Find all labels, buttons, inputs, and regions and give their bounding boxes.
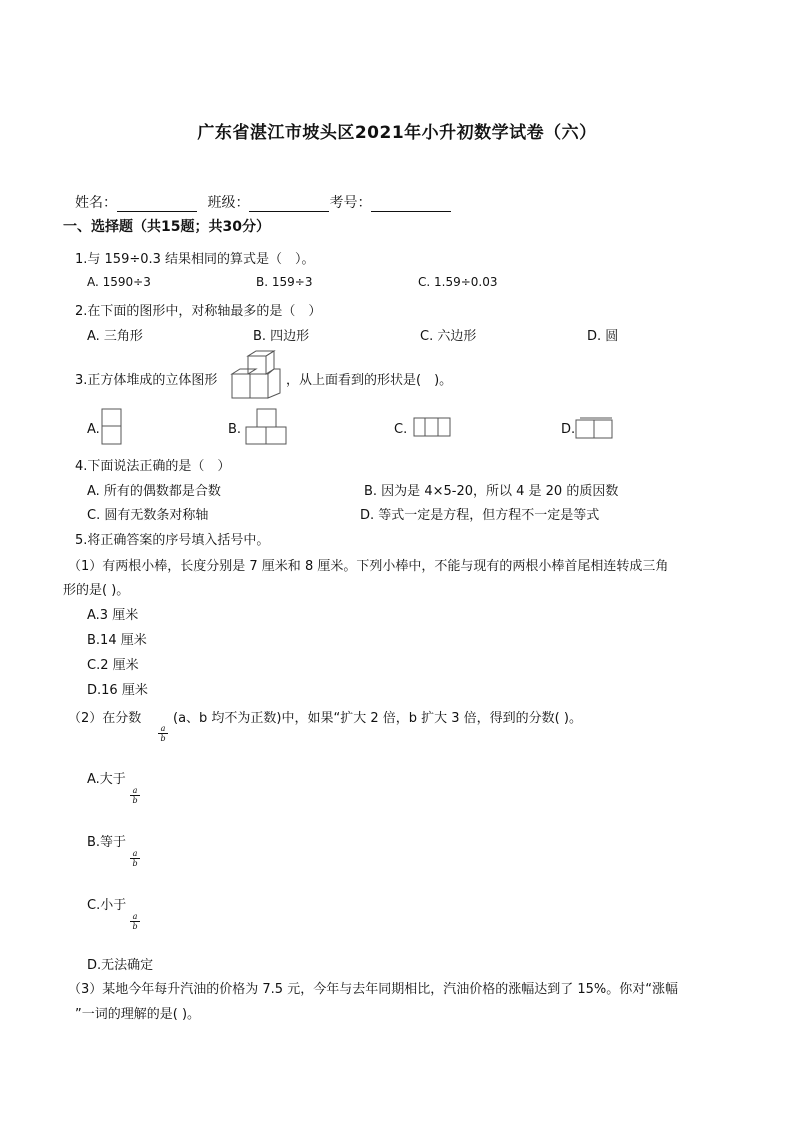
fraction-a-over-b: $\frac{a}{b}$: [130, 786, 140, 805]
q5-part2-option-d[interactable]: D.无法确定: [87, 958, 154, 973]
q5-part3-line2: ”一词的理解的是( )。: [75, 1007, 201, 1022]
q5-part2-option-b[interactable]: B.等于: [87, 835, 127, 850]
q5-part1-option-c[interactable]: C.2 厘米: [87, 658, 139, 673]
q5-part1-option-d[interactable]: D.16 厘米: [87, 683, 148, 698]
q5-stem: 5.将正确答案的序号填入括号中。: [75, 533, 270, 548]
q4-option-b[interactable]: B. 因为是 4×5-20，所以 4 是 20 的质因数: [364, 484, 619, 499]
student-info-line: [75, 192, 451, 212]
name-label: 姓名：: [75, 195, 117, 211]
option-d-figure: [574, 416, 616, 440]
q3-option-a[interactable]: A.: [87, 422, 100, 437]
q2-option-a[interactable]: A. 三角形: [87, 329, 143, 344]
option-b-figure: [244, 408, 288, 446]
q5-part2-option-a[interactable]: A.大于: [87, 772, 126, 787]
q1-option-c[interactable]: C. 1.59÷0.03: [418, 275, 498, 289]
q5-part2-option-c[interactable]: C.小于: [87, 898, 127, 913]
option-c-figure: [412, 416, 454, 438]
q5-part1-line2: 形的是( )。: [63, 583, 130, 598]
q1-stem: 1.与 159÷0.3 结果相同的算式是（ ）。: [75, 252, 315, 267]
q5-part2-post: (a、b 均不为正数)中，如果“扩大 2 倍，b 扩大 3 倍，得到的分数( )。: [173, 711, 582, 726]
q3-stem-post: ，从上面看到的形状是( )。: [286, 373, 453, 388]
q4-stem: 4.下面说法正确的是（ ）: [75, 459, 231, 474]
q4-option-d[interactable]: D. 等式一定是方程，但方程不一定是等式: [360, 508, 600, 523]
section-heading: 一、选择题（共15题；共30分）: [63, 219, 270, 235]
class-blank[interactable]: [249, 197, 329, 212]
q2-option-d[interactable]: D. 圆: [587, 329, 619, 344]
q3-option-c[interactable]: C.: [394, 422, 408, 437]
q3-option-d[interactable]: D.: [561, 422, 576, 437]
q4-option-a[interactable]: A. 所有的偶数都是合数: [87, 484, 221, 499]
fraction-a-over-b: $\frac{a}{b}$: [158, 724, 168, 743]
q5-part3-line1: （3）某地今年每升汽油的价格为 7.5 元，今年与去年同期相比，汽油价格的涨幅达到了 15%。你对“涨幅: [68, 982, 678, 997]
exam-number-label: 考号：: [329, 195, 372, 211]
name-blank[interactable]: [117, 197, 197, 212]
q3-stem-pre: 3.正方体堆成的立体图形: [75, 373, 218, 388]
q4-option-c[interactable]: C. 圆有无数条对称轴: [87, 508, 209, 523]
fraction-a-over-b: $\frac{a}{b}$: [130, 849, 140, 868]
q5-part1-option-a[interactable]: A.3 厘米: [87, 608, 139, 623]
q5-part1-option-b[interactable]: B.14 厘米: [87, 633, 147, 648]
option-a-figure: [101, 408, 123, 446]
q1-option-b[interactable]: B. 159÷3: [256, 275, 313, 289]
page-title: 广东省湛江市坡头区2021年小升初数学试卷（六）: [197, 123, 597, 143]
q5-part2-pre: （2）在分数: [68, 711, 142, 726]
fraction-a-over-b: $\frac{a}{b}$: [130, 912, 140, 931]
exam-number-blank[interactable]: [371, 197, 451, 212]
q2-option-b[interactable]: B. 四边形: [253, 329, 310, 344]
class-label: 班级：: [207, 195, 250, 211]
q5-part1-line1: （1）有两根小棒，长度分别是 7 厘米和 8 厘米。下列小棒中，不能与现有的两根小棒首尾相连转成三角: [68, 559, 669, 574]
q2-option-c[interactable]: C. 六边形: [420, 329, 477, 344]
q1-option-a[interactable]: A. 1590÷3: [87, 275, 151, 289]
q2-stem: 2.在下面的图形中，对称轴最多的是（ ）: [75, 304, 322, 319]
cube-stack-figure: [230, 350, 286, 402]
q3-option-b[interactable]: B.: [228, 422, 242, 437]
